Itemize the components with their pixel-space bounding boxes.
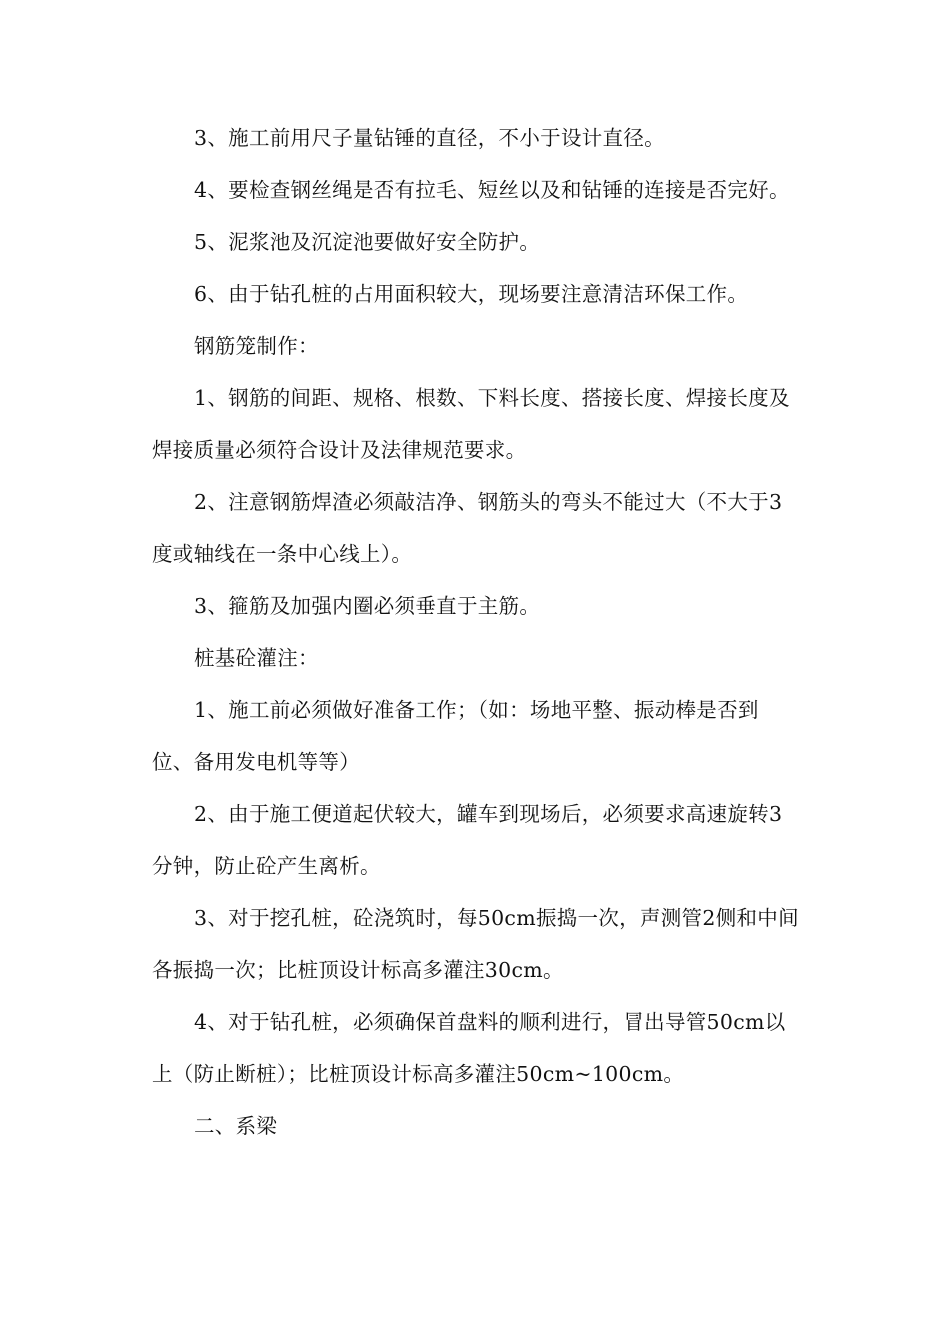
paragraph-mixer-rotation: 2、由于施工便道起伏较大，罐车到现场后，必须要求高速旋转3分钟，防止砼产生离析。 <box>152 802 783 878</box>
paragraph-dug-pile-vibration: 3、对于挖孔桩，砼浇筑时，每50cm振捣一次，声测管2侧和中间各振捣一次；比桩顶设计标高多灌注30cm。 <box>152 906 799 982</box>
paragraph-stirrups: 3、箍筋及加强内圈必须垂直于主筋。 <box>194 594 541 618</box>
section-heading-tie-beam: 二、系梁 <box>194 1114 278 1138</box>
document-body <box>152 112 800 1152</box>
section-heading-pile-concrete: 桩基砼灌注： <box>194 646 319 670</box>
paragraph-bored-pile-pour: 4、对于钻孔桩，必须确保首盘料的顺利进行，冒出导管50cm以上（防止断桩）；比桩顶设计标高多灌注50cm~100cm。 <box>152 1010 786 1086</box>
paragraph-site-cleanliness: 6、由于钻孔桩的占用面积较大，现场要注意清洁环保工作。 <box>194 282 749 306</box>
paragraph-drill-diameter-check: 3、施工前用尺子量钻锤的直径，不小于设计直径。 <box>194 126 665 150</box>
paragraph-mud-pool-safety: 5、泥浆池及沉淀池要做好安全防护。 <box>194 230 541 254</box>
section-heading-rebar-cage: 钢筋笼制作： <box>194 334 319 358</box>
paragraph-preparation: 1、施工前必须做好准备工作；（如：场地平整、振动棒是否到位、备用发电机等等） <box>152 698 759 774</box>
paragraph-weld-slag: 2、注意钢筋焊渣必须敲洁净、钢筋头的弯头不能过大（不大于3度或轴线在一条中心线上）。 <box>152 490 783 566</box>
paragraph-rebar-spacing: 1、钢筋的间距、规格、根数、下料长度、搭接长度、焊接长度及焊接质量必须符合设计及法律规范要求。 <box>152 386 790 462</box>
paragraph-wire-rope-check: 4、要检查钢丝绳是否有拉毛、短丝以及和钻锤的连接是否完好。 <box>194 178 790 202</box>
